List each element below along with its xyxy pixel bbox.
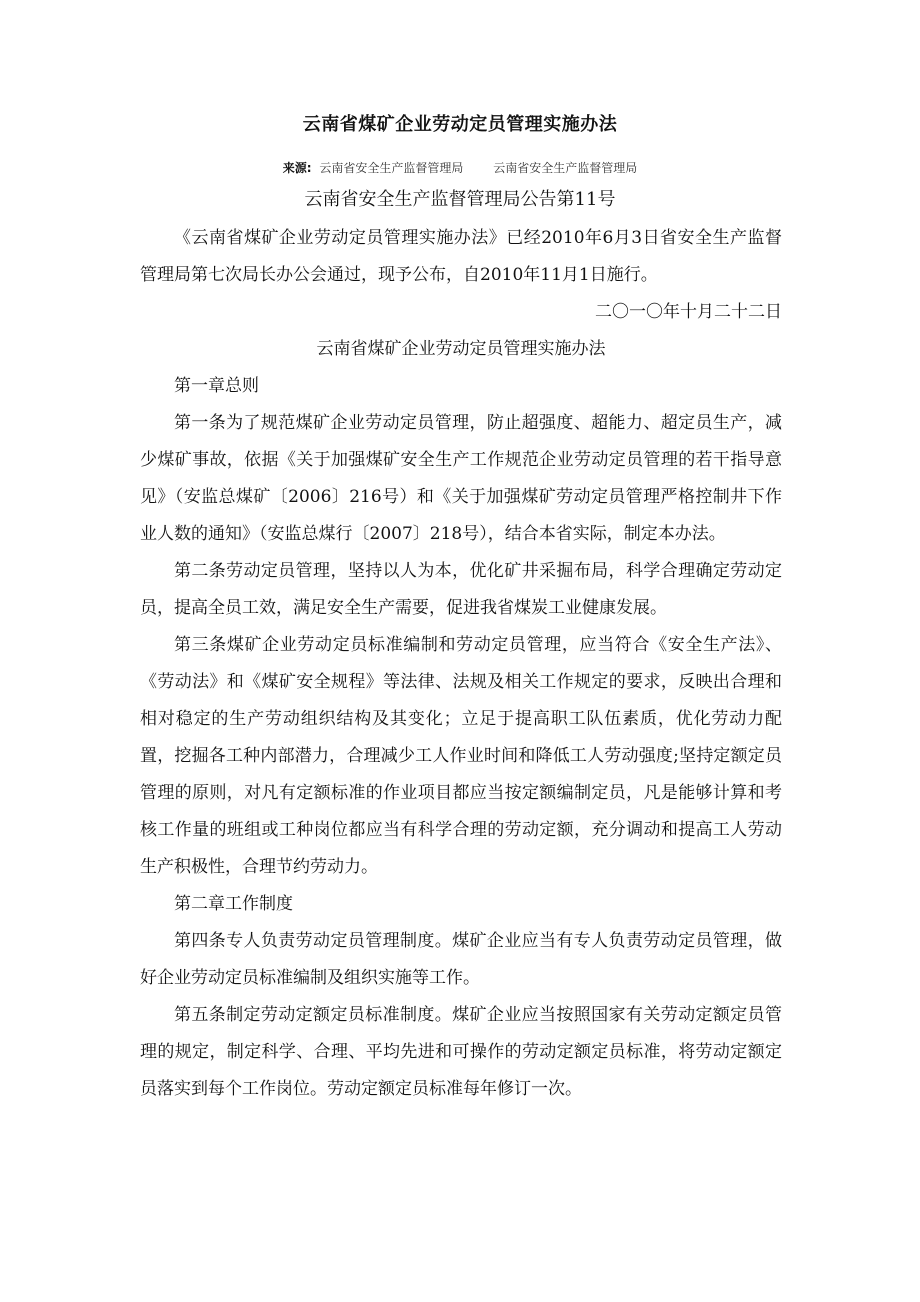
chapter-1-heading: 第一章总则: [174, 376, 259, 396]
document-body: [140, 220, 782, 1108]
publication-date: 二〇一〇年十月二十二日: [595, 302, 782, 322]
document-title: 云南省煤矿企业劳动定员管理实施办法: [302, 114, 618, 135]
source-value-1: 云南省安全生产监督管理局: [319, 161, 464, 175]
source-value-2: 云南省安全生产监督管理局: [493, 161, 638, 175]
announcement-number: 云南省安全生产监督管理局公告第11号: [304, 189, 616, 210]
document-subtitle: 云南省煤矿企业劳动定员管理实施办法: [316, 339, 606, 359]
article-4: 第四条专人负责劳动定员管理制度。煤矿企业应当有专人负责劳动定员管理，做好企业劳动定员标准编制及组织实施等工作。: [140, 931, 782, 988]
intro-paragraph: 《云南省煤矿企业劳动定员管理实施办法》已经2010年6月3日省安全生产监督管理局第七次局长办公会通过，现予公布，自2010年11月1日施行。: [140, 228, 782, 285]
article-1: 第一条为了规范煤矿企业劳动定员管理，防止超强度、超能力、超定员生产，减少煤矿事故，依据《关于加强煤矿安全生产工作规范企业劳动定员管理的若干指导意见》（安监总煤矿〔2006〕216号）和《关于加强煤矿劳动定员管理严格控制井下作业人数的通知》（安监总煤行〔2007〕218号），结合本省实际，制定本办法。: [140, 413, 782, 544]
article-5: 第五条制定劳动定额定员标准制度。煤矿企业应当按照国家有关劳动定额定员管理的规定，制定科学、合理、平均先进和可操作的劳动定额定员标准，将劳动定额定员落实到每个工作岗位。劳动定额定员标准每年修订一次。: [140, 1005, 782, 1099]
source-line: [0, 158, 920, 178]
chapter-2-heading: 第二章工作制度: [174, 894, 293, 914]
source-label: 来源:: [282, 161, 312, 175]
article-3: 第三条煤矿企业劳动定员标准编制和劳动定员管理，应当符合《安全生产法》、《劳动法》和《煤矿安全规程》等法律、法规及相关工作规定的要求，反映出合理和相对稳定的生产劳动组织结构及其变化；立足于提高职工队伍素质，优化劳动力配置，挖掘各工种内部潜力，合理减少工人作业时间和降低工人劳动强度;坚持定额定员管理的原则，对凡有定额标准的作业项目都应当按定额编制定员，凡是能够计算和考核工作量的班组或工种岗位都应当有科学合理的劳动定额，充分调动和提高工人劳动生产积极性，合理节约劳动力。: [140, 635, 782, 877]
article-2: 第二条劳动定员管理，坚持以人为本，优化矿井采掘布局，科学合理确定劳动定员，提高全员工效，满足安全生产需要，促进我省煤炭工业健康发展。: [140, 561, 782, 618]
